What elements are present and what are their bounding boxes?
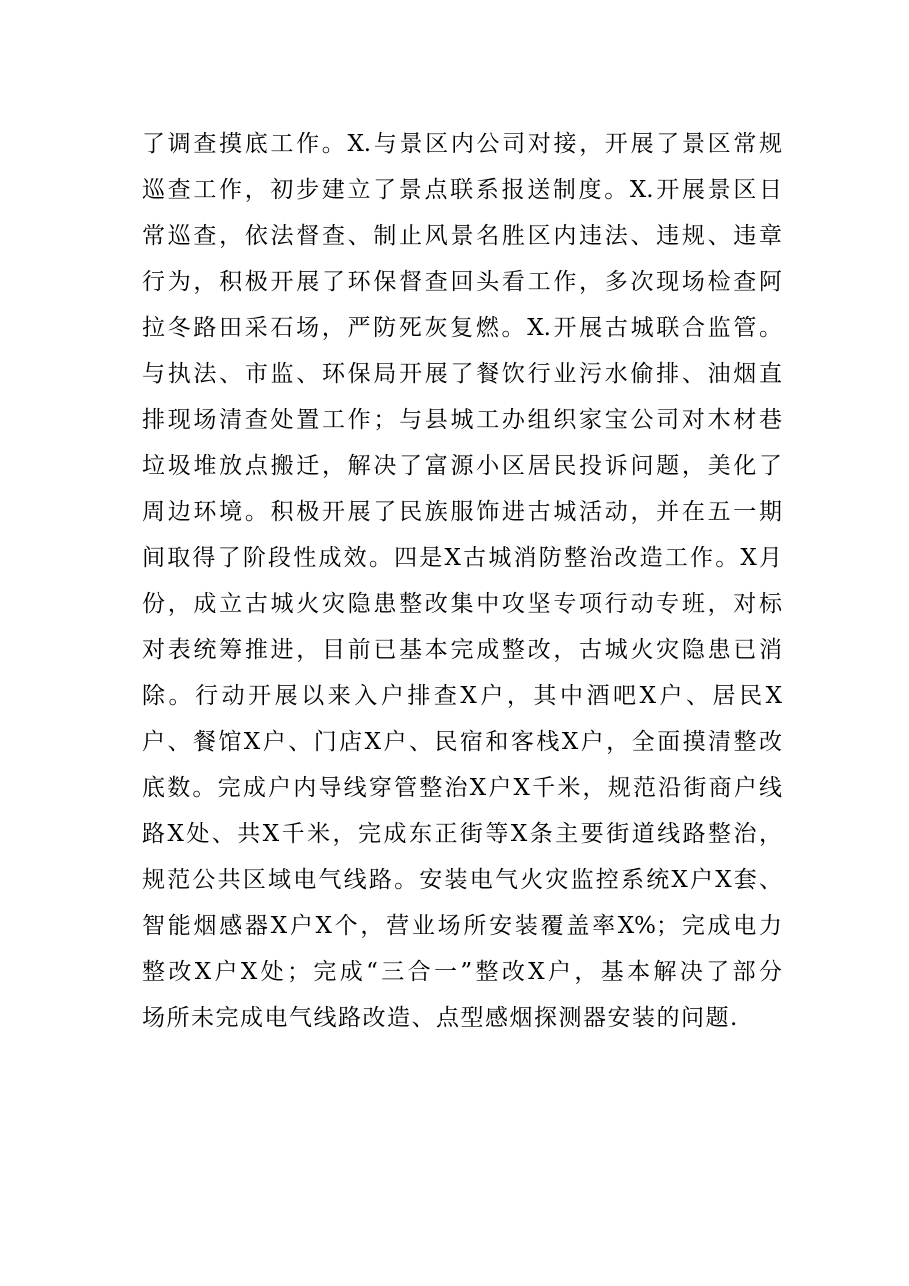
text-line: 巡查工作，初步建立了景点联系报送制度。X.开展景区日 (142, 177, 782, 203)
text-line: 拉冬路田采石场，严防死灰复燃。X.开展古城联合监管。 (142, 315, 782, 341)
text-line: 对表统筹推进，目前已基本完成整改，古城火灾隐患已消 (142, 637, 782, 663)
text-line: 规范公共区域电气线路。安装电气火灾监控系统X户X套、 (142, 867, 782, 893)
text-line: 常巡查，依法督查、制止风景名胜区内违法、违规、违章 (142, 223, 782, 249)
text-line: 间取得了阶段性成效。四是X古城消防整治改造工作。X月 (142, 545, 782, 571)
text-line: 周边环境。积极开展了民族服饰进古城活动，并在五一期 (142, 499, 782, 525)
text-line: 智能烟感器X户X个，营业场所安装覆盖率X%；完成电力 (142, 913, 782, 939)
text-line: 户、餐馆X户、门店X户、民宿和客栈X户，全面摸清整改 (142, 729, 782, 755)
text-line: 垃圾堆放点搬迁，解决了富源小区居民投诉问题，美化了 (142, 453, 782, 479)
text-line: 底数。完成户内导线穿管整治X户X千米，规范沿街商户线 (142, 775, 782, 801)
text-line: 了调查摸底工作。X.与景区内公司对接，开展了景区常规 (142, 131, 782, 157)
text-line: 与执法、市监、环保局开展了餐饮行业污水偷排、油烟直 (142, 361, 782, 387)
text-line: 除。行动开展以来入户排查X户，其中酒吧X户、居民X (142, 683, 782, 709)
text-line: 路X处、共X千米，完成东正街等X条主要街道线路整治， (142, 821, 782, 847)
text-line: 份，成立古城火灾隐患整改集中攻坚专项行动专班，对标 (142, 591, 782, 617)
text-line: 场所未完成电气线路改造、点型感烟探测器安装的问题. (142, 1005, 739, 1031)
text-line: 行为，积极开展了环保督查回头看工作，多次现场检查阿 (142, 269, 782, 295)
text-line: 排现场清查处置工作；与县城工办组织家宝公司对木材巷 (142, 407, 782, 433)
body-paragraph (142, 121, 782, 1041)
text-line: 整改X户X处；完成“三合一”整改X户，基本解决了部分 (142, 959, 782, 985)
